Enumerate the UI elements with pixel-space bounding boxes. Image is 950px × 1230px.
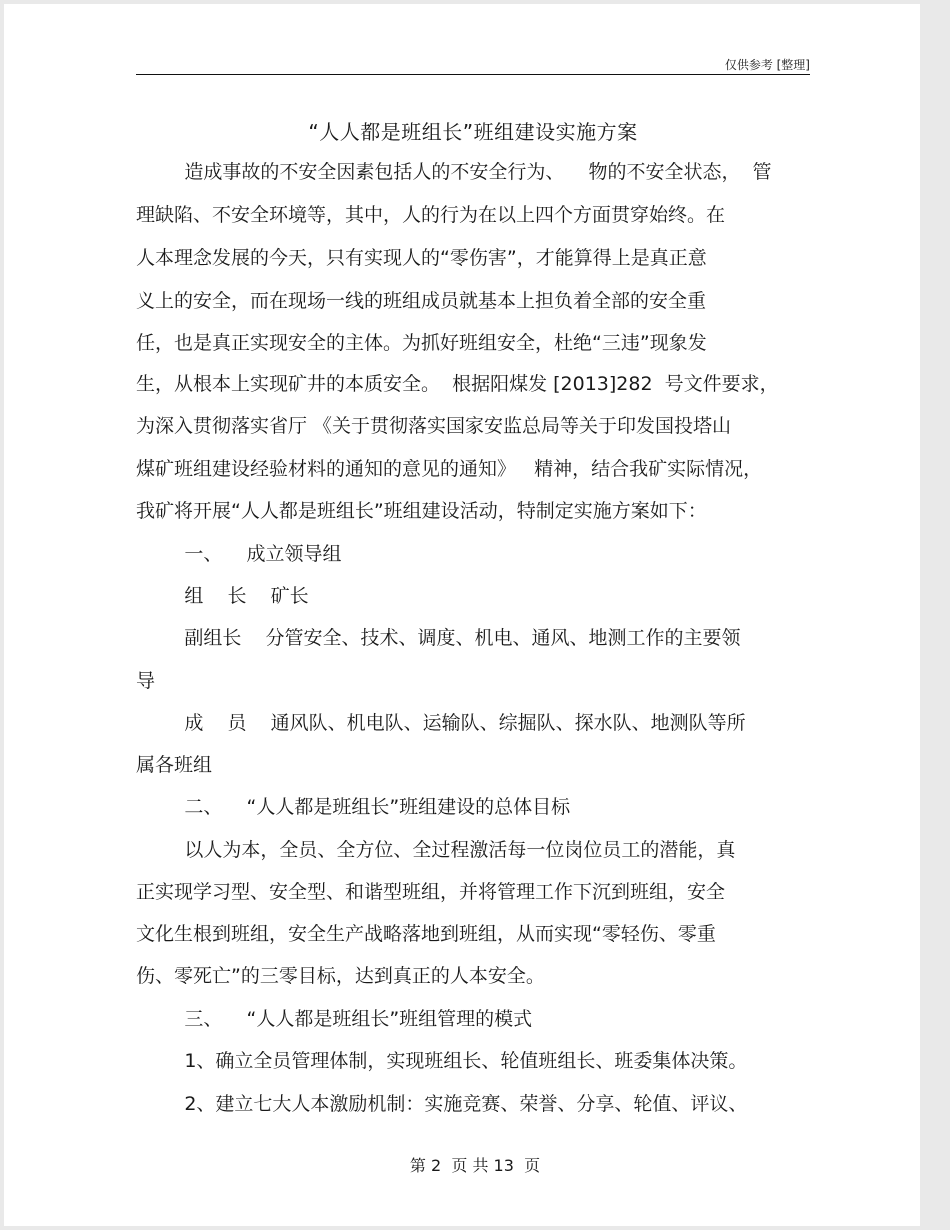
page-header: 仅供参考 [整理]: [724, 58, 810, 72]
header-divider: [136, 74, 810, 75]
body-line: 属各班组: [136, 754, 213, 776]
body-line: 造成事故的不安全因素包括人的不安全行为、 物的不安全状态， 管: [136, 161, 772, 183]
body-line: 组 长 矿长: [136, 585, 309, 607]
body-line: 伤、零死亡”的三零目标，达到真正的人本安全。: [136, 965, 545, 987]
document-title: “人人都是班组长”班组建设实施方案: [308, 120, 638, 144]
body-line: 生，从根本上实现矿井的本质安全。 根据阳煤发 [2013]282 号文件要求，: [136, 373, 779, 395]
body-line: 义上的安全，而在现场一线的班组成员就基本上担负着全部的安全重: [136, 290, 707, 312]
body-line: 人本理念发展的今天，只有实现人的“零伤害”，才能算得上是真正意: [136, 247, 707, 269]
page-number-footer: 第 2 页 共 13 页: [409, 1156, 541, 1175]
section-heading: 一、 成立领导组: [136, 543, 342, 565]
body-line: 副组长 分管安全、技术、调度、机电、通风、地测工作的主要领: [136, 627, 741, 649]
body-line: 理缺陷、不安全环境等，其中，人的行为在以上四个方面贯穿始终。在: [136, 204, 726, 226]
body-line: 1、确立全员管理体制，实现班组长、轮值班组长、班委集体决策。: [136, 1050, 748, 1072]
body-line: 文化生根到班组，安全生产战略落地到班组，从而实现“零轻伤、零重: [136, 923, 716, 945]
body-line: 为深入贯彻落实省厅 《关于贯彻落实国家安监总局等关于印发国投塔山: [136, 415, 732, 437]
body-line: 2、建立七大人本激励机制：实施竞赛、荣誉、分享、轮值、评议、: [136, 1093, 748, 1115]
section-heading: 三、 “人人都是班组长”班组管理的模式: [136, 1008, 533, 1030]
body-line: 正实现学习型、安全型、和谐型班组，并将管理工作下沉到班组，安全: [136, 881, 726, 903]
body-line: 我矿将开展“人人都是班组长”班组建设活动，特制定实施方案如下：: [136, 500, 707, 522]
document-page: [4, 4, 920, 1226]
body-line: 以人为本，全员、全方位、全过程激活每一位岗位员工的潜能，真: [136, 839, 736, 861]
body-line: 任，也是真正实现安全的主体。为抓好班组安全，杜绝“三违”现象发: [136, 332, 707, 354]
body-line: 导: [136, 670, 156, 692]
body-line: 煤矿班组建设经验材料的通知的意见的通知》 精神，结合我矿实际情况，: [136, 458, 763, 480]
section-heading: 二、 “人人都是班组长”班组建设的总体目标: [136, 796, 571, 818]
body-line: 成 员 通风队、机电队、运输队、综掘队、探水队、地测队等所: [136, 712, 746, 734]
